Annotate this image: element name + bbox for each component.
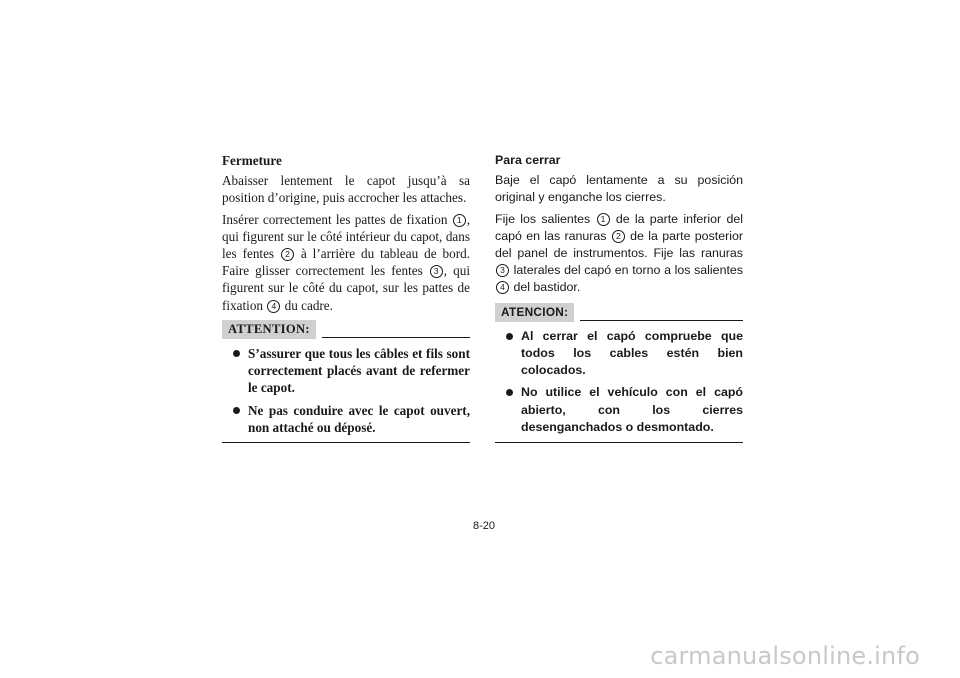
notice-label: ATENCION: — [495, 303, 574, 322]
callout-number: 3 — [430, 265, 443, 278]
french-column — [222, 152, 470, 443]
notice-list — [222, 345, 470, 436]
section-heading: Fermeture — [222, 153, 282, 168]
notice-label: ATTENTION: — [222, 320, 316, 339]
bullet-icon — [506, 389, 513, 396]
callout-number: 1 — [453, 214, 466, 227]
attention-notice — [495, 303, 743, 443]
paragraph-close-hood: Baje el capó lentamente a su posición original y enganche los cierres. — [495, 173, 743, 205]
bullet-icon — [506, 333, 513, 340]
notice-list — [495, 328, 743, 436]
notice-header — [222, 320, 470, 339]
notice-item: Ne pas conduire avec le capot ouvert, non attaché ou déposé. — [222, 402, 470, 436]
notice-rule — [322, 337, 470, 338]
attention-notice — [222, 320, 470, 443]
notice-item: No utilice el vehículo con el capó abierto, con los cierres desenganchados o desmontado. — [495, 384, 743, 436]
notice-rule — [580, 320, 743, 321]
callout-number: 4 — [267, 300, 280, 313]
bullet-icon — [233, 350, 240, 357]
section-heading: Para cerrar — [495, 153, 561, 167]
paragraph-close-hood: Abaisser lentement le capot jusqu’à sa position d’origine, puis accrocher les attaches. — [222, 173, 470, 206]
watermark: carmanualsonline.info — [650, 642, 920, 670]
notice-end-rule — [495, 442, 743, 443]
callout-number: 3 — [496, 264, 509, 277]
paragraph-fasten-tabs: Insérer correctement les pattes de fixation 1 , qui figurent sur le côté intérieur du capot, dans les fentes 2 à l’arrière du tableau de bord. Faire glisser correctement les fentes 3 , qui figurent sur le côté du capot, sur les pattes de fixation 4 du cadre. — [222, 211, 470, 313]
spanish-column — [495, 152, 743, 443]
notice-item: S’assurer que tous les câbles et fils sont correctement placés avant de refermer le capot. — [222, 345, 470, 397]
callout-number: 2 — [612, 230, 625, 243]
notice-item: Al cerrar el capó compruebe que todos los cables estén bien colocados. — [495, 328, 743, 380]
callout-number: 1 — [597, 213, 610, 226]
bullet-icon — [233, 407, 240, 414]
notice-end-rule — [222, 442, 470, 443]
callout-number: 2 — [281, 248, 294, 261]
paragraph-fasten-tabs: Fije los salientes 1 de la parte inferior del capó en las ranuras 2 de la parte posterior del panel de instrumentos. Fije las ranuras 3 laterales del capó en torno a los salientes 4 del bastidor. — [495, 211, 743, 295]
page-number: 8-20 — [473, 520, 496, 532]
notice-header — [495, 303, 743, 322]
callout-number: 4 — [496, 281, 509, 294]
